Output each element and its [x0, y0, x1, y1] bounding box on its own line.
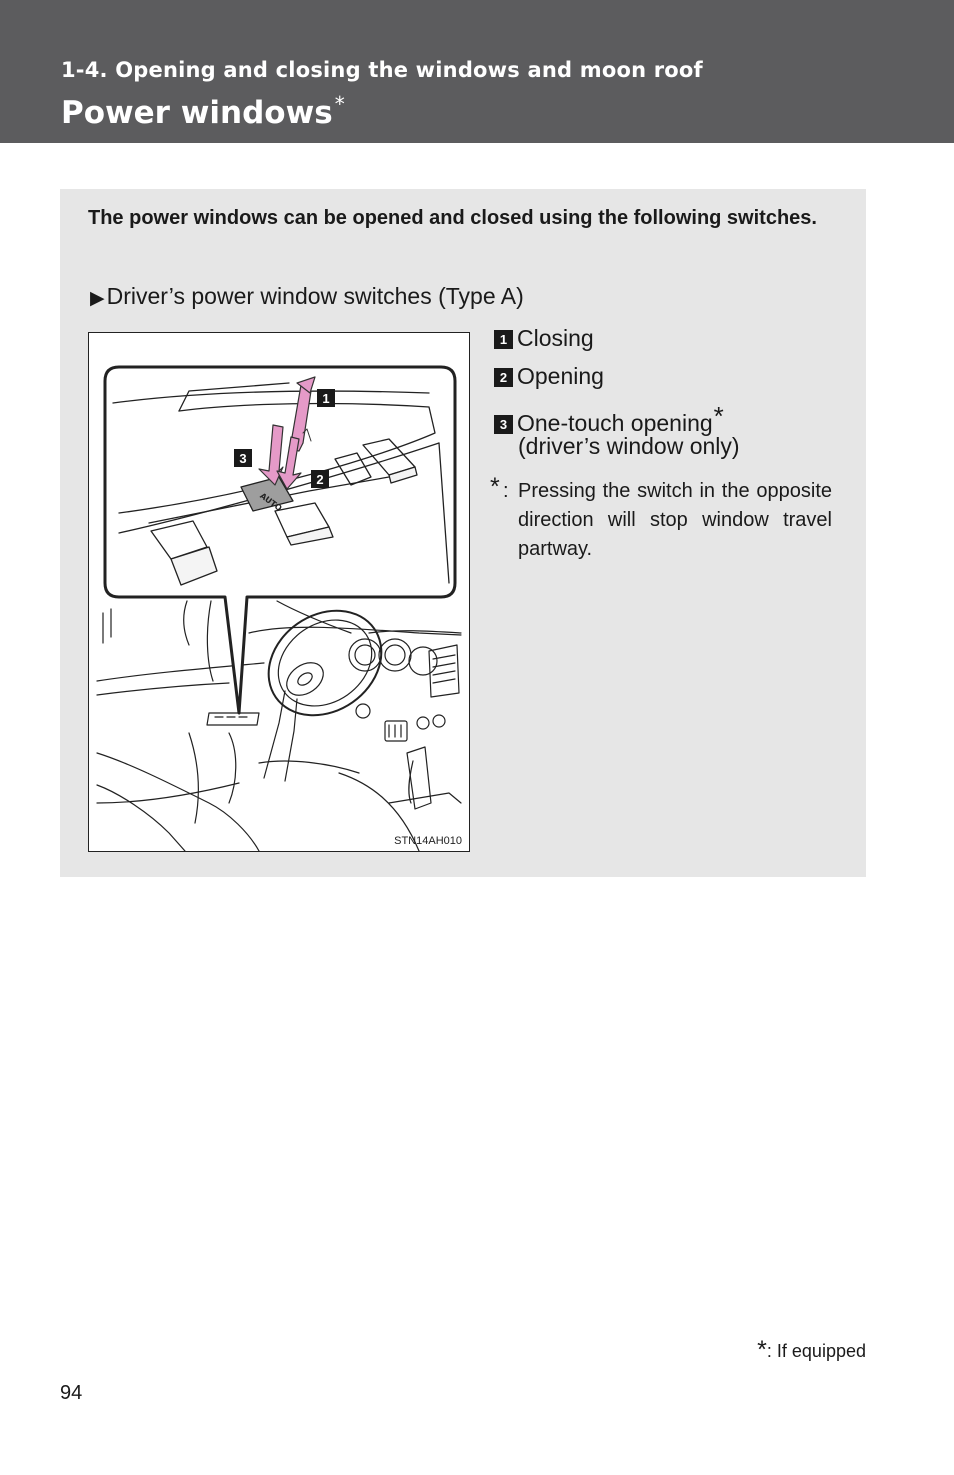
- intro-text: The power windows can be opened and closed using the following switches.: [88, 207, 817, 229]
- legend-sub-label: (driver’s window only): [518, 433, 740, 459]
- figure-code: STN14AH010: [394, 835, 462, 847]
- subheading-text: Driver’s power window switches (Type A): [106, 283, 524, 309]
- chapter-header: [0, 0, 954, 143]
- legend-item-closing: [494, 325, 834, 363]
- switch-illustration: [88, 332, 470, 852]
- callout-3: 3: [239, 451, 247, 466]
- page-title-text: Power windows: [61, 95, 333, 131]
- note-colon: :: [503, 480, 509, 502]
- if-equipped-mark: *: [334, 92, 345, 116]
- legend-number: 1: [494, 330, 513, 349]
- footnote-asterisk: *: [757, 1336, 767, 1364]
- footnote-text: : If equipped: [766, 1341, 866, 1361]
- legend-label: One-touch opening: [517, 410, 713, 436]
- if-equipped-footnote: [757, 1336, 866, 1365]
- callout-1: 1: [322, 391, 330, 406]
- callout-2: 2: [316, 472, 324, 487]
- page-number: 94: [60, 1382, 83, 1404]
- legend-asterisk: *: [713, 401, 724, 431]
- note-asterisk: *: [490, 473, 500, 501]
- legend-label: Closing: [517, 325, 594, 351]
- legend-number: 2: [494, 368, 513, 387]
- triangle-marker-icon: ▶: [90, 288, 105, 309]
- auto-switch-label: AUTO: [258, 491, 284, 514]
- page-title: [61, 92, 345, 131]
- illustration-drawing: [89, 333, 469, 851]
- section-title: 1-4. Opening and closing the windows and moon roof: [61, 58, 703, 82]
- legend-number: 3: [494, 415, 513, 434]
- note-text: Pressing the switch in the opposite direction will stop window travel partway.: [518, 480, 832, 560]
- legend-item-opening: [494, 363, 834, 401]
- subheading: [90, 283, 524, 310]
- dashboard-scene: [97, 589, 461, 851]
- legend-label: Opening: [517, 363, 604, 389]
- legend-list: [494, 325, 834, 459]
- asterisk-note: [490, 473, 832, 564]
- content-panel: [60, 189, 866, 877]
